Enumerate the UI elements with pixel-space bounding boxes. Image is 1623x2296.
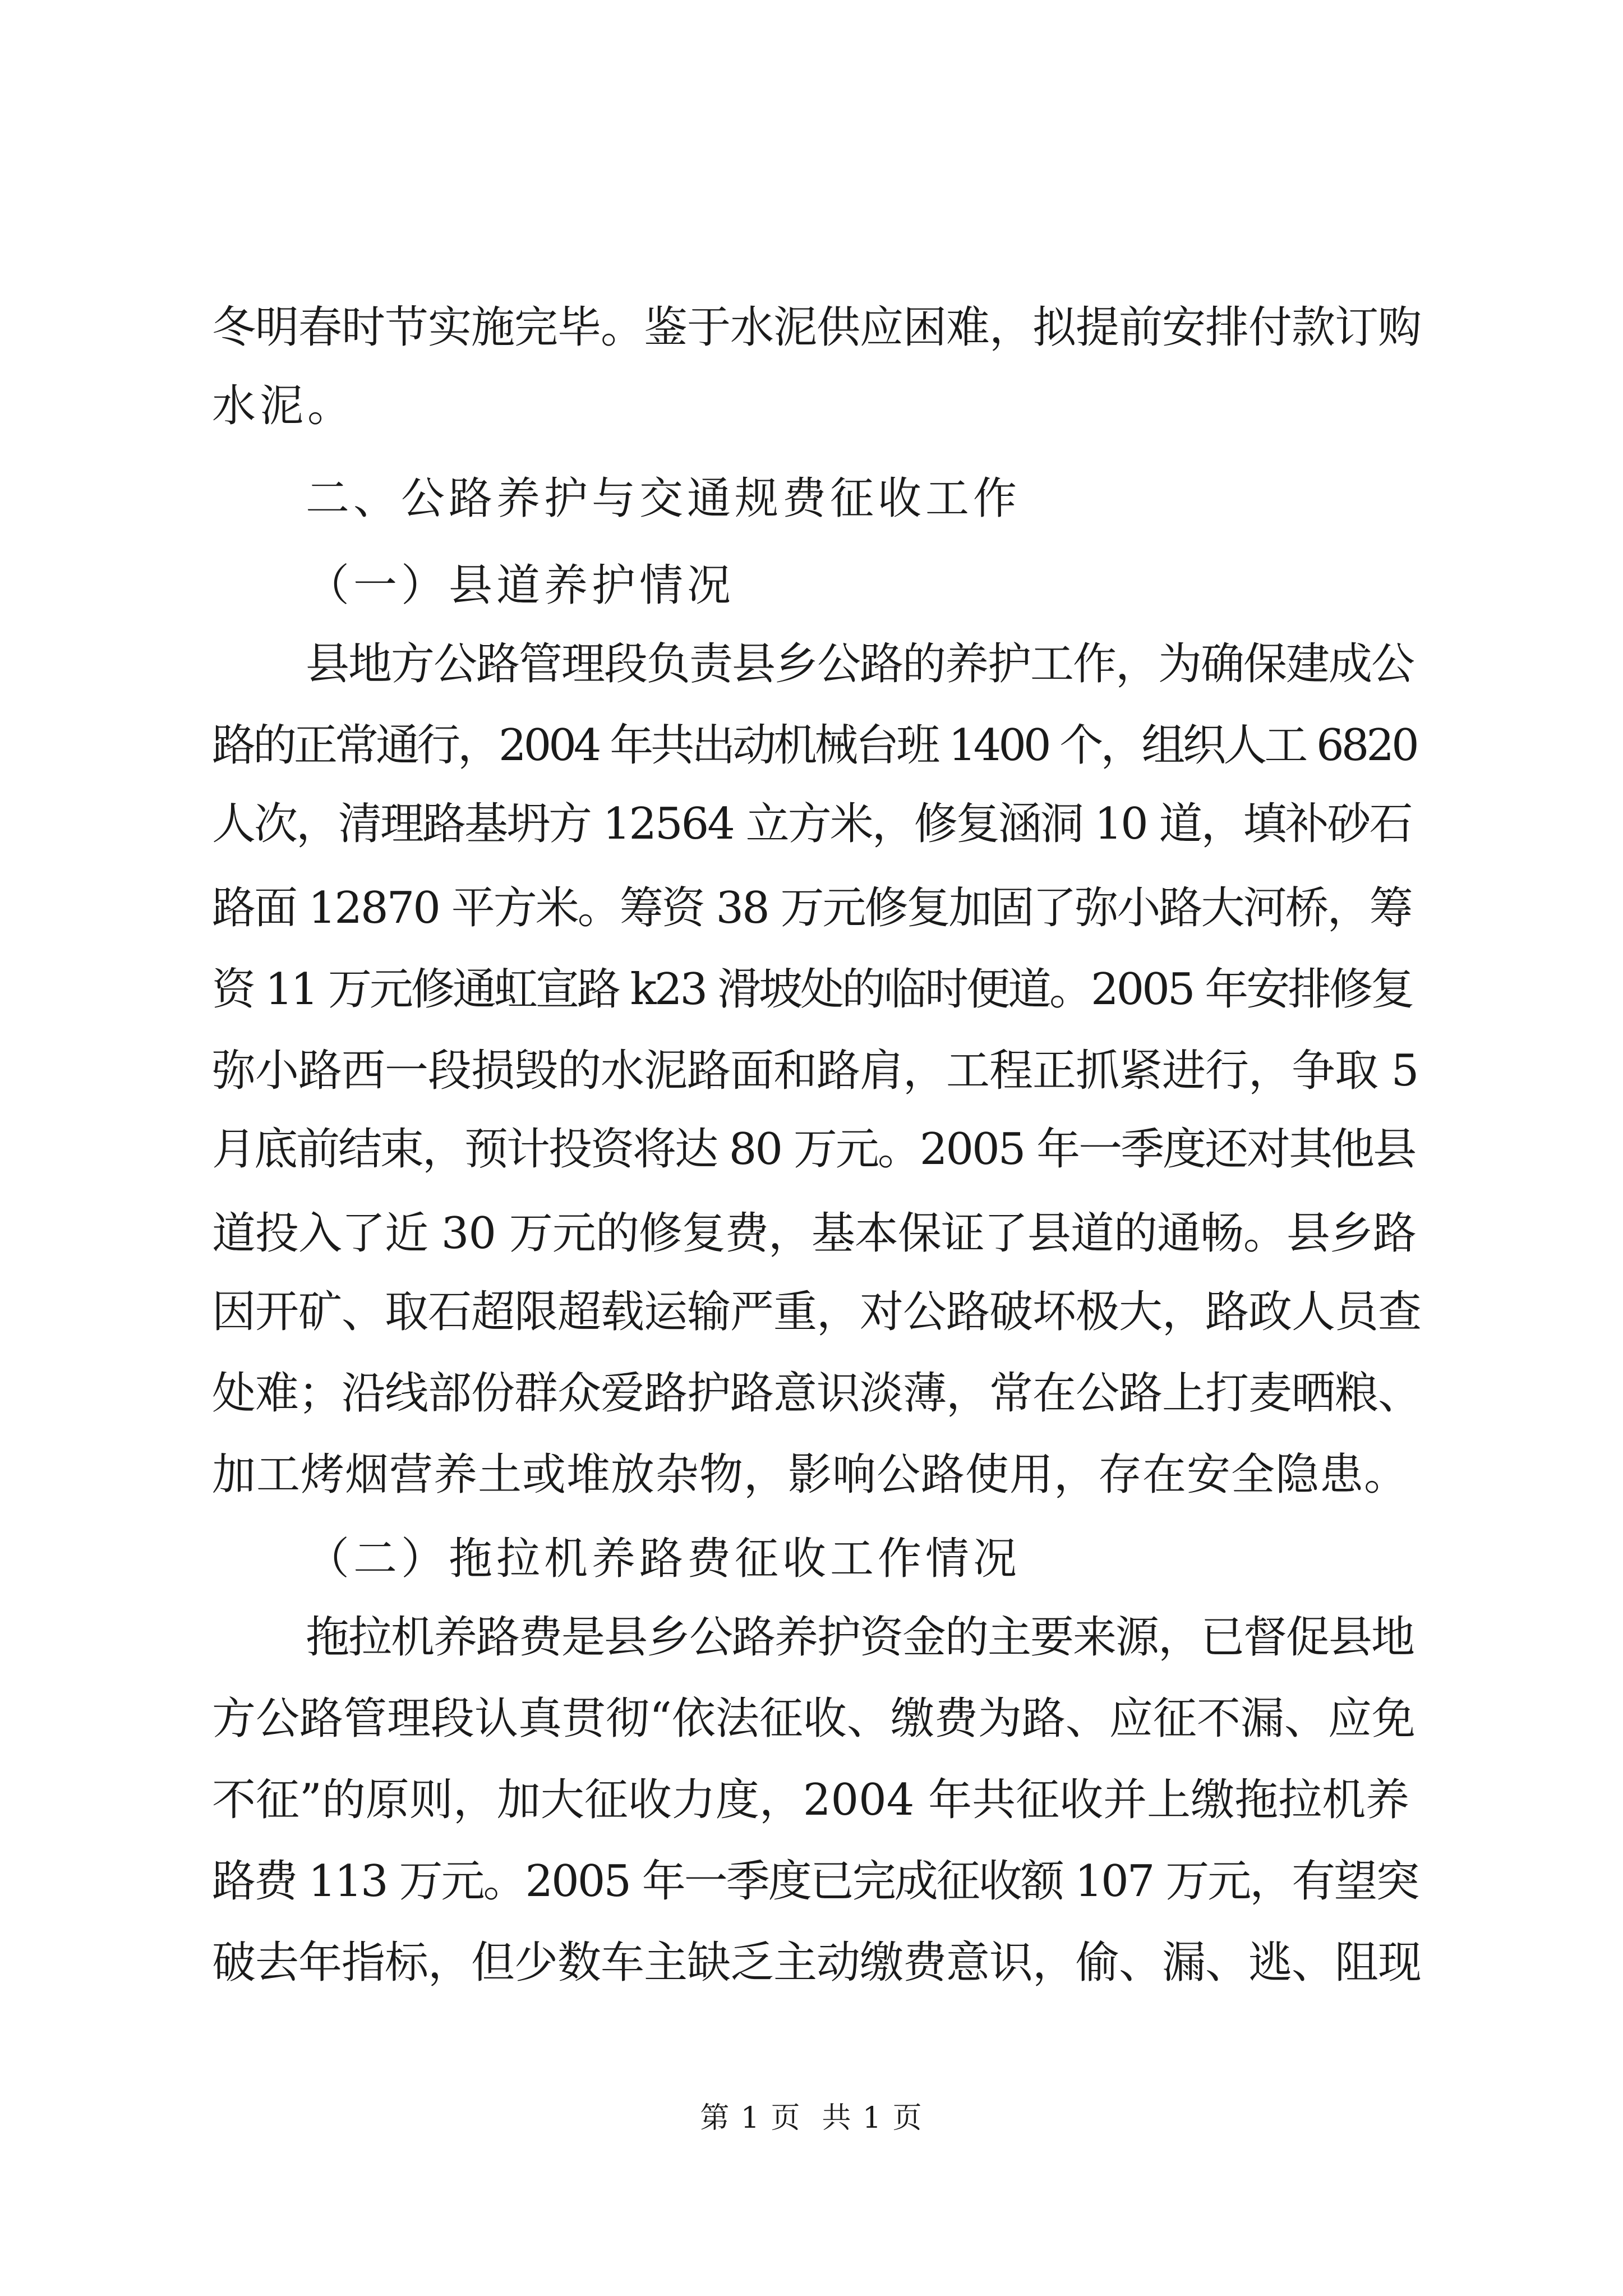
text-line: 拖拉机养路费是县乡公路养护资金的主要来源，已督促县地 [306,1612,1414,1663]
text-line: 处难；沿线部份群众爱路护路意识淡薄，常在公路上打麦晒粮、 [212,1368,1422,1419]
text-line: 路费 113 万元。2005 年一季度已完成征收额 107 万元，有望突 [212,1856,1418,1907]
text-line: 方公路管理段认真贯彻“依法征收、缴费为路、应征不漏、应免 [212,1694,1415,1744]
text-line: 加工烤烟营养土或堆放杂物，影响公路使用，存在安全隐患。 [212,1450,1409,1500]
text-line: 因开矿、取石超限超载运输严重，对公路破坏极大，路政人员查 [212,1287,1422,1337]
text-line: 冬明春时节实施完毕。鉴于水泥供应困难，拟提前安排付款订购 [212,302,1422,353]
text-line: 资 11 万元修通虹宣路 k23 滑坡处的临时便道。2005 年安排修复 [212,964,1413,1015]
subsection-heading: （二）拖拉机养路费征收工作情况 [306,1534,1021,1584]
text-line: 水泥。 [212,381,356,431]
text-line: 县地方公路管理段负责县乡公路的养护工作，为确保建成公 [306,639,1414,689]
text-line: 月底前结束，预计投资将达 80 万元。2005 年一季度还对其他县 [212,1124,1415,1175]
text-line: 弥小路西一段损毁的水泥路面和路肩，工程正抓紧进行，争取 5 [212,1046,1419,1096]
text-line: 路面 12870 平方米。筹资 38 万元修复加固了弥小路大河桥，筹 [212,883,1412,933]
section-heading: 二、公路养护与交通规费征收工作 [306,473,1021,524]
text-line: 破去年指标，但少数车主缺乏主动缴费意识，偷、漏、逃、阻现 [212,1938,1422,1988]
subsection-heading: （一）县道养护情况 [306,560,735,611]
text-line: 不征”的原则，加大征收力度，2004 年共征收并上缴拖拉机养 [212,1775,1410,1825]
text-line: 人次，清理路基坍方 12564 立方米，修复涵洞 10 道，填补砂石 [212,799,1412,849]
text-line: 路的正常通行，2004 年共出动机械台班 1400 个，组织人工 6820 [212,720,1417,771]
text-line: 道投入了近 30 万元的修复费，基本保证了县道的通畅。县乡路 [212,1208,1416,1259]
page-footer: 第 1 页 共 1 页 [700,2101,923,2135]
